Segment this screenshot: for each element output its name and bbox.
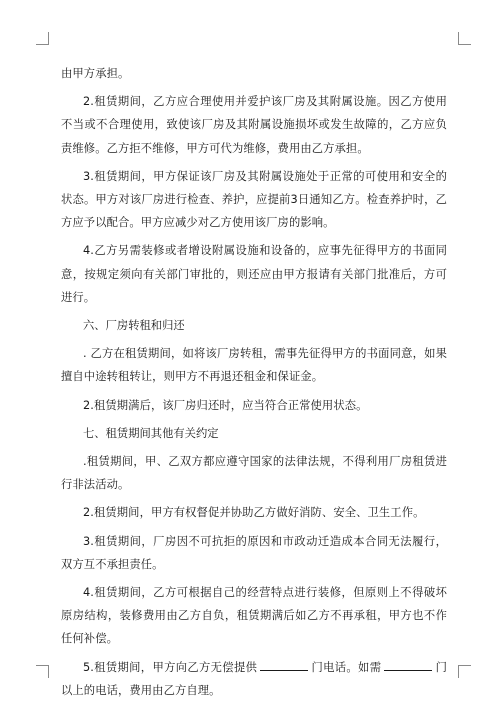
section-heading-7: 七、租赁期间其他有关约定 <box>83 426 219 440</box>
paragraph-clause-7-5 <box>61 656 447 702</box>
crop-mark-top-right <box>458 32 471 45</box>
paragraph-clause-7-4: 4.租赁期间，乙方可根据自己的经营特点进行装修，但原则上不得破坏原房结构，装修费用由乙方自负，租赁期满后如乙方不再承租，甲方也不作任何补偿。 <box>61 586 447 646</box>
crop-mark-bottom-left <box>36 665 49 678</box>
paragraph-clause-5-3: 3.租赁期间，甲方保证该厂房及其附属设施处于正常的可使用和安全的状态。甲方对该厂房进行检查、养护，应提前3日通知乙方。检查养护时，乙方应予以配合。甲方应减少对乙方使用该厂房的影响。 <box>61 169 447 230</box>
fill-in-blank-phone-count[interactable] <box>260 660 308 671</box>
fill-in-blank-phone-limit[interactable] <box>384 660 432 671</box>
paragraph-clause-6-2: 2.租赁期满后，该厂房归还时，应当符合正常使用状态。 <box>83 398 368 412</box>
paragraph-continuation: 由甲方承担。 <box>61 67 130 80</box>
clause-7-5-part-c: 门以上的电话，费用由乙方自理。 <box>61 660 447 697</box>
paragraph-clause-5-4: 4.乙方另需装修或者增设附属设施和设备的，应事先征得甲方的书面同意，按规定须向有关部门审批的，则还应由甲方报请有关部门批准后，方可进行。 <box>61 244 447 304</box>
clause-7-5-part-b: 门电话。如需 <box>311 660 382 674</box>
section-heading-6: 六、厂房转租和归还 <box>83 319 185 333</box>
crop-mark-top-left <box>36 32 49 45</box>
document-body <box>61 62 447 707</box>
paragraph-clause-7-2: 2.租赁期间，甲方有权督促并协助乙方做好消防、安全、卫生工作。 <box>83 506 425 520</box>
paragraph-clause-6-1: . 乙方在租赁期间，如将该厂房转租，需事先征得甲方的书面同意，如果擅自中途转租转让，则甲方不再退还租金和保证金。 <box>61 347 447 384</box>
paragraph-clause-7-1: .租赁期间，甲、乙双方都应遵守国家的法律法规，不得利用厂房租赁进行非法活动。 <box>61 455 447 492</box>
clause-7-5-part-a: 5.租赁期间，甲方向乙方无偿提供 <box>83 660 258 674</box>
paragraph-clause-5-2: 2.租赁期间，乙方应合理使用并爱护该厂房及其附属设施。因乙方使用不当或不合理使用，致使该厂房及其附属设施损坏或发生故障的，乙方应负责维修。乙方拒不维修，甲方可代为维修，费用由乙方承担。 <box>61 95 447 155</box>
paragraph-clause-7-3: 3.租赁期间，厂房因不可抗拒的原因和市政动迁造成本合同无法履行，双方互不承担责任。 <box>61 534 447 571</box>
crop-mark-bottom-right <box>458 665 471 678</box>
